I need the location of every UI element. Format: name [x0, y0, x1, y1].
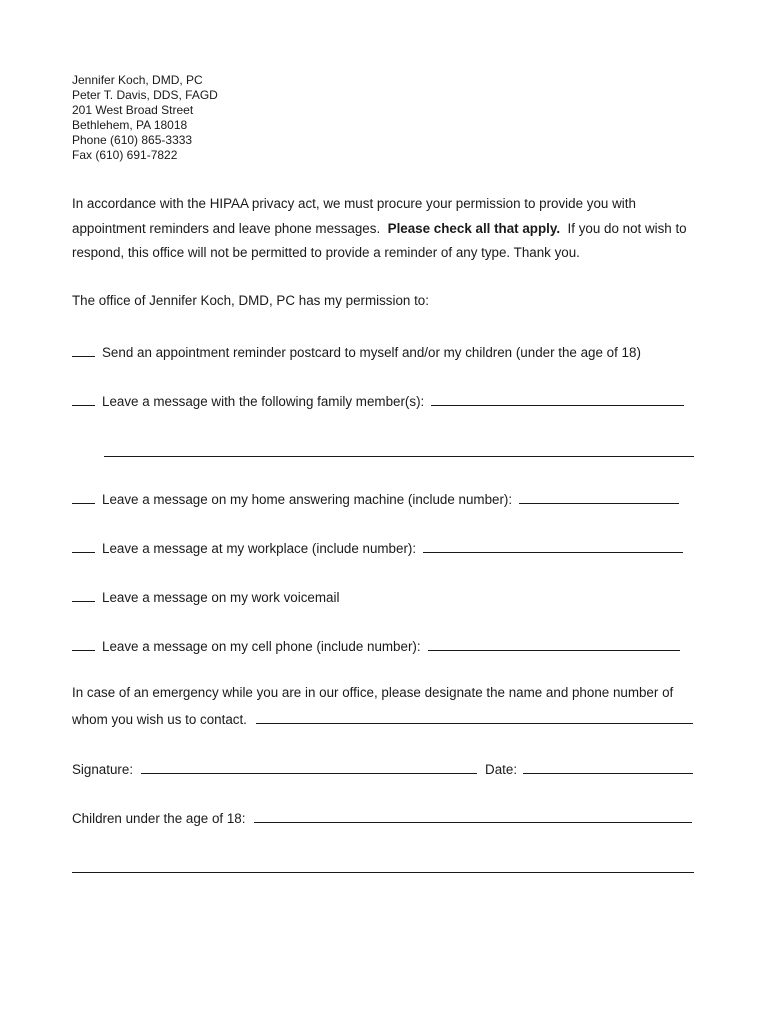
option-family [72, 392, 684, 410]
fax-number: Fax (610) 691-7822 [72, 148, 178, 162]
family-member-field-line2[interactable] [104, 455, 694, 457]
practice-name: Jennifer Koch, DMD, PC [72, 73, 203, 87]
letterhead [72, 73, 218, 163]
emergency-contact-row [72, 710, 693, 728]
signature-row [72, 760, 693, 778]
date-label: Date: [485, 762, 518, 777]
permission-heading: The office of Jennifer Koch, DMD, PC has my permission to: [72, 293, 429, 308]
signature-label: Signature: [72, 762, 134, 777]
option-postcard-label: Send an appointment reminder postcard to myself and/or my children (under the age of 18) [102, 345, 641, 360]
option-cell-label: Leave a message on my cell phone (include number): [102, 639, 421, 654]
option-postcard [72, 343, 641, 361]
signature-field[interactable] [141, 760, 477, 774]
emergency-text: In case of an emergency while you are in our office, please designate the name and phone number of [72, 685, 674, 700]
intro-instruction: Please check all that apply. [387, 220, 561, 236]
children-row [72, 809, 692, 827]
emergency-contact-field[interactable] [256, 710, 693, 724]
checkbox-home[interactable] [72, 490, 95, 504]
checkbox-postcard[interactable] [72, 343, 95, 357]
option-cell [72, 637, 680, 655]
doctor-name: Peter T. Davis, DDS, FAGD [72, 88, 218, 102]
emergency-contact-label: whom you wish us to contact. [72, 712, 247, 727]
option-family-label: Leave a message with the following family member(s): [102, 394, 425, 409]
phone-number: Phone (610) 865-3333 [72, 133, 193, 147]
children-field-line2[interactable] [72, 871, 694, 873]
street-address: 201 West Broad Street [72, 103, 194, 117]
option-home [72, 490, 679, 508]
workplace-number-field[interactable] [423, 539, 683, 553]
family-member-field[interactable] [431, 392, 684, 406]
children-field[interactable] [254, 809, 692, 823]
date-field[interactable] [523, 760, 693, 774]
intro-text: In accordance with the HIPAA privacy act, we must procure your permission to provide you with appointment reminders and leave phone messages. [72, 196, 636, 236]
cell-number-field[interactable] [428, 637, 680, 651]
checkbox-voicemail[interactable] [72, 588, 95, 602]
intro-text-end: If you do not wish to respond, this office will not be permitted to provide a reminder of any type. Thank you. [72, 220, 687, 260]
checkbox-cell[interactable] [72, 637, 95, 651]
option-home-label: Leave a message on my home answering machine (include number): [102, 492, 513, 507]
option-voicemail-label: Leave a message on my work voicemail [102, 590, 340, 605]
checkbox-family[interactable] [72, 392, 95, 406]
children-label: Children under the age of 18: [72, 811, 246, 826]
intro-paragraph [72, 192, 702, 266]
option-workplace-label: Leave a message at my workplace (include number): [102, 541, 417, 556]
option-voicemail [72, 588, 339, 606]
checkbox-workplace[interactable] [72, 539, 95, 553]
home-number-field[interactable] [519, 490, 679, 504]
city-state-zip: Bethlehem, PA 18018 [72, 118, 188, 132]
option-workplace [72, 539, 683, 557]
